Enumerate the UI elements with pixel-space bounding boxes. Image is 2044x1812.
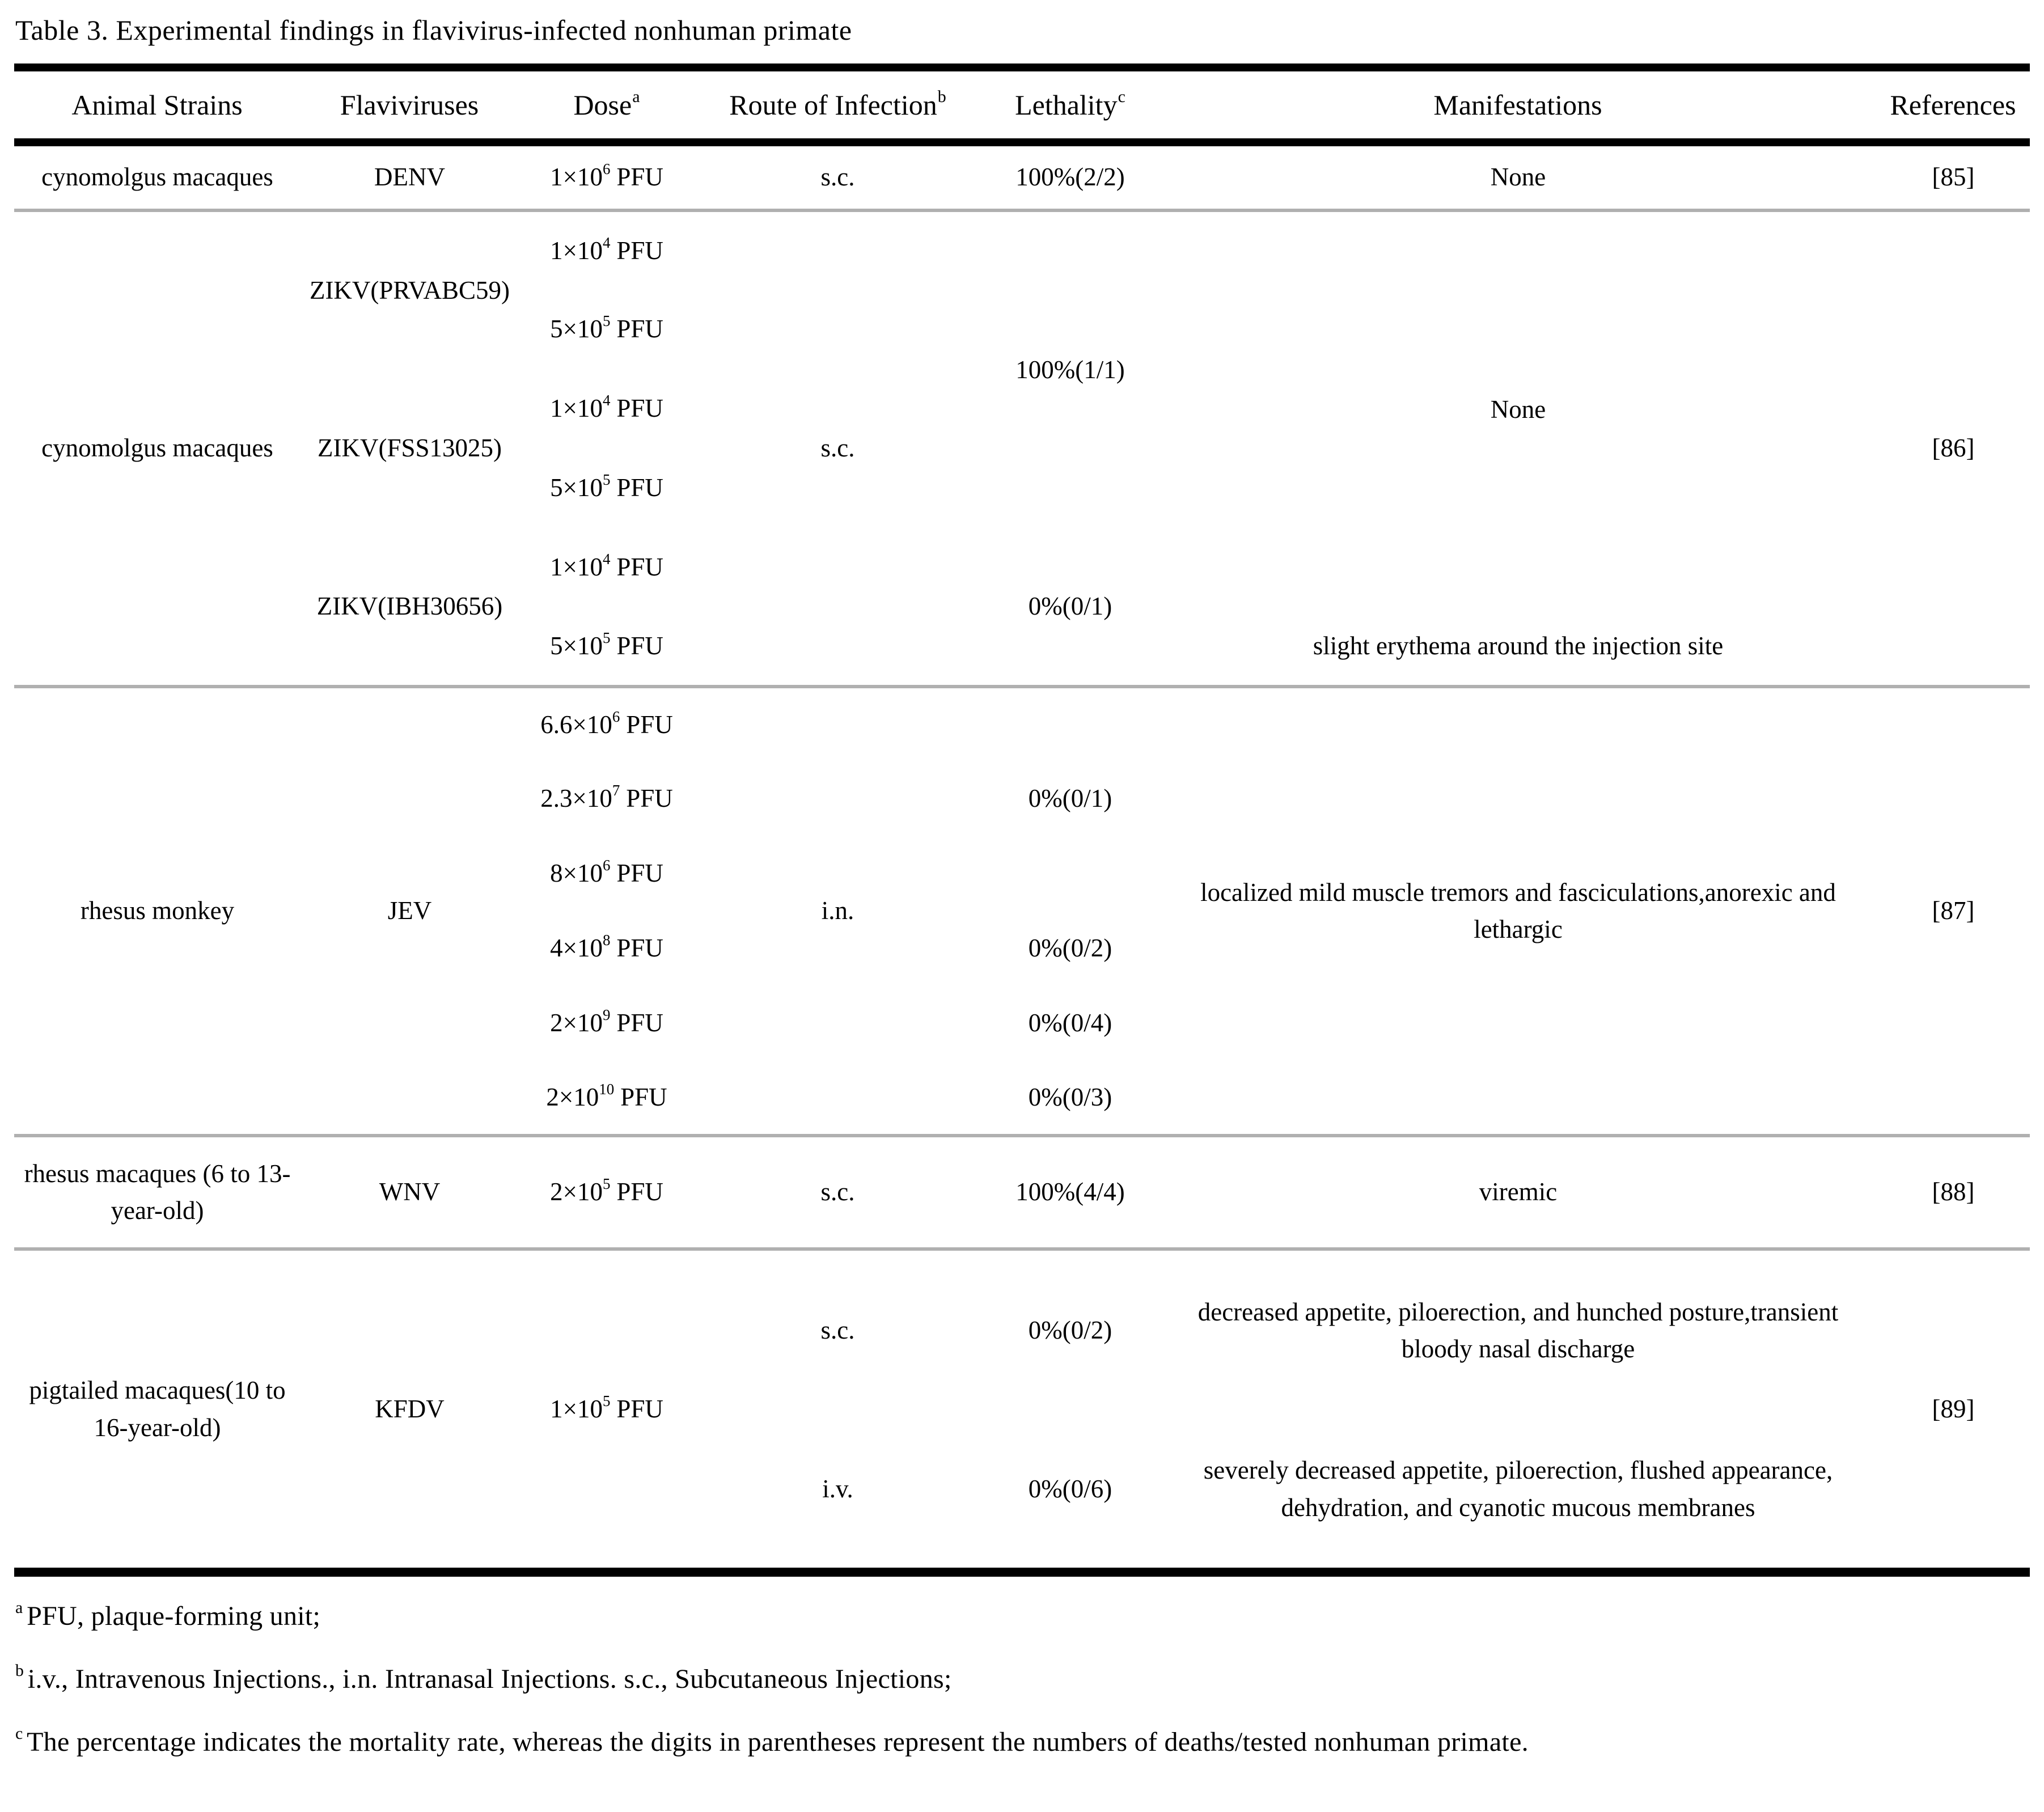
- findings-table: [14, 63, 2030, 1577]
- cell-jev-animal: rhesus monkey: [14, 687, 301, 1136]
- cell-jev-reference: [87]: [1877, 687, 2030, 1136]
- table-row: [14, 1136, 2030, 1249]
- cell-jev-lethality-3: [981, 836, 1159, 911]
- cell-kfdv-lethality-iv: 0%(0/6): [1028, 1474, 1112, 1503]
- cell-kfdv-virus: KFDV: [375, 1394, 445, 1423]
- footnote-b-text: i.v., Intravenous Injections., i.n. Intranasal Injections. s.c., Subcutaneous Injections;: [27, 1664, 952, 1694]
- cell-zikv-strain-ibh30656: ZIKV(IBH30656): [301, 528, 519, 687]
- cell-zikv-manifestations-lower: slight erythema around the injection site: [1159, 607, 1877, 687]
- cell-denv-reference: [85]: [1877, 142, 2030, 210]
- footnote-c: [15, 1726, 2030, 1758]
- cell-zikv-dose-3: $1\times 10^4$ PFU: [550, 392, 663, 423]
- cell-jev-route: i.n.: [695, 687, 981, 1136]
- footnote-a: [15, 1598, 2030, 1632]
- cell-zikv-dose-2: $5\times 10^5$ PFU: [550, 312, 663, 344]
- cell-jev-virus: JEV: [301, 687, 519, 1136]
- cell-zikv-route: s.c.: [695, 210, 981, 687]
- cell-zikv-manifestations-upper: None: [1490, 395, 1546, 424]
- cell-kfdv-route-iv: i.v.: [822, 1474, 853, 1503]
- column-header-lethality: Lethality$^c$: [981, 67, 1159, 142]
- column-header-manifestations: Manifestations: [1159, 67, 1877, 142]
- cell-denv-manifestations: None: [1159, 142, 1877, 210]
- cell-jev-dose-5: $2\times 10^9$ PFU: [550, 1006, 663, 1038]
- footnote-b: [15, 1663, 2030, 1695]
- footnote-a-text: PFU, plaque-forming unit;: [27, 1601, 321, 1631]
- cell-zikv-animal: cynomolgus macaques: [14, 210, 301, 687]
- cell-zikv-lethality-upper: 100%(1/1): [1015, 355, 1125, 384]
- cell-denv-dose: $1\times 10^6$ PFU: [519, 142, 695, 210]
- cell-jev-dose-6: $2\times 10^{10}$ PFU: [519, 1061, 695, 1136]
- column-header-flaviviruses: Flaviviruses: [301, 67, 519, 142]
- cell-kfdv-manifestations-iv: severely decreased appetite, piloerection, flushed appearance, dehydration, and cyanotic mucous membranes: [1203, 1456, 1833, 1522]
- cell-jev-dose-3: $8\times 10^6$ PFU: [550, 857, 663, 888]
- cell-kfdv-animal: pigtailed macaques(10 to 16-year-old): [29, 1376, 286, 1442]
- table-caption: Table 3. Experimental findings in flavivirus-infected nonhuman primate: [15, 14, 852, 46]
- cell-zikv-strain-prvabc59: ZIKV(PRVABC59): [309, 276, 510, 304]
- cell-zikv-lethality-lower: 0%(0/1): [981, 528, 1159, 687]
- cell-denv-virus: DENV: [301, 142, 519, 210]
- cell-wnv-manifestations: viremic: [1159, 1136, 1877, 1249]
- cell-denv-route: s.c.: [695, 142, 981, 210]
- cell-jev-dose-1: $6.6\times 10^6$ PFU: [540, 708, 673, 739]
- cell-zikv-dose-4: $5\times 10^5$ PFU: [550, 471, 663, 502]
- footnote-c-text: The percentage indicates the mortality rate, whereas the digits in parentheses represent the numbers of deaths/tested nonhuman primate.: [27, 1727, 1529, 1757]
- column-header-references: References: [1877, 67, 2030, 142]
- column-header-animal-strains: Animal Strains: [14, 67, 301, 142]
- table-header: [14, 67, 2030, 142]
- cell-wnv-lethality: 100%(4/4): [981, 1136, 1159, 1249]
- cell-jev-lethality-5: 0%(0/4): [1028, 1009, 1112, 1038]
- cell-kfdv-dose: $1\times 10^5$ PFU: [550, 1392, 663, 1423]
- table-row: [14, 1249, 2030, 1411]
- table-row: [14, 687, 2030, 761]
- cell-wnv-route: s.c.: [695, 1136, 981, 1249]
- cell-zikv-dose-5: $1\times 10^4$ PFU: [550, 551, 663, 582]
- cell-wnv-animal: rhesus macaques (6 to 13-year-old): [14, 1136, 301, 1249]
- cell-zikv-strain-fss13025: ZIKV(FSS13025): [317, 434, 502, 463]
- cell-denv-lethality: 100%(2/2): [981, 142, 1159, 210]
- cell-jev-lethality-2: 0%(0/1): [1028, 784, 1112, 813]
- table-row: [14, 210, 2030, 290]
- cell-kfdv-route-sc: s.c.: [820, 1316, 855, 1345]
- column-header-route: Route of Infection$^b$: [695, 67, 981, 142]
- column-header-dose: Dose$^a$: [519, 67, 695, 142]
- footnote-b-marker: b: [15, 1661, 24, 1680]
- footnote-a-marker: a: [15, 1598, 23, 1617]
- footnotes: [15, 1598, 2030, 1758]
- cell-wnv-virus: WNV: [301, 1136, 519, 1249]
- cell-jev-lethality-1: [981, 687, 1159, 761]
- cell-denv-animal: cynomolgus macaques: [14, 142, 301, 210]
- cell-jev-dose-2: $2.3\times 10^7$ PFU: [540, 782, 673, 813]
- cell-kfdv-lethality-sc: 0%(0/2): [1028, 1316, 1112, 1345]
- cell-jev-lethality-4: 0%(0/2): [1028, 934, 1112, 963]
- table-row: [14, 142, 2030, 210]
- cell-wnv-reference: [88]: [1877, 1136, 2030, 1249]
- footnote-c-marker: c: [15, 1724, 23, 1743]
- cell-wnv-dose: $2\times 10^5$ PFU: [519, 1136, 695, 1249]
- cell-jev-dose-4: $4\times 10^8$ PFU: [550, 932, 663, 963]
- cell-jev-manifestations: localized mild muscle tremors and fasciculations,anorexic and lethargic: [1159, 687, 1877, 1136]
- cell-zikv-dose-6: $5\times 10^5$ PFU: [519, 607, 695, 687]
- cell-zikv-reference: [86]: [1877, 210, 2030, 687]
- cell-zikv-dose-1: $1\times 10^4$ PFU: [550, 234, 663, 265]
- cell-jev-lethality-6: 0%(0/3): [981, 1061, 1159, 1136]
- cell-kfdv-reference: [89]: [1932, 1394, 1975, 1423]
- cell-kfdv-manifestations-sc: decreased appetite, piloerection, and hunched posture,transient bloody nasal discharge: [1197, 1297, 1839, 1363]
